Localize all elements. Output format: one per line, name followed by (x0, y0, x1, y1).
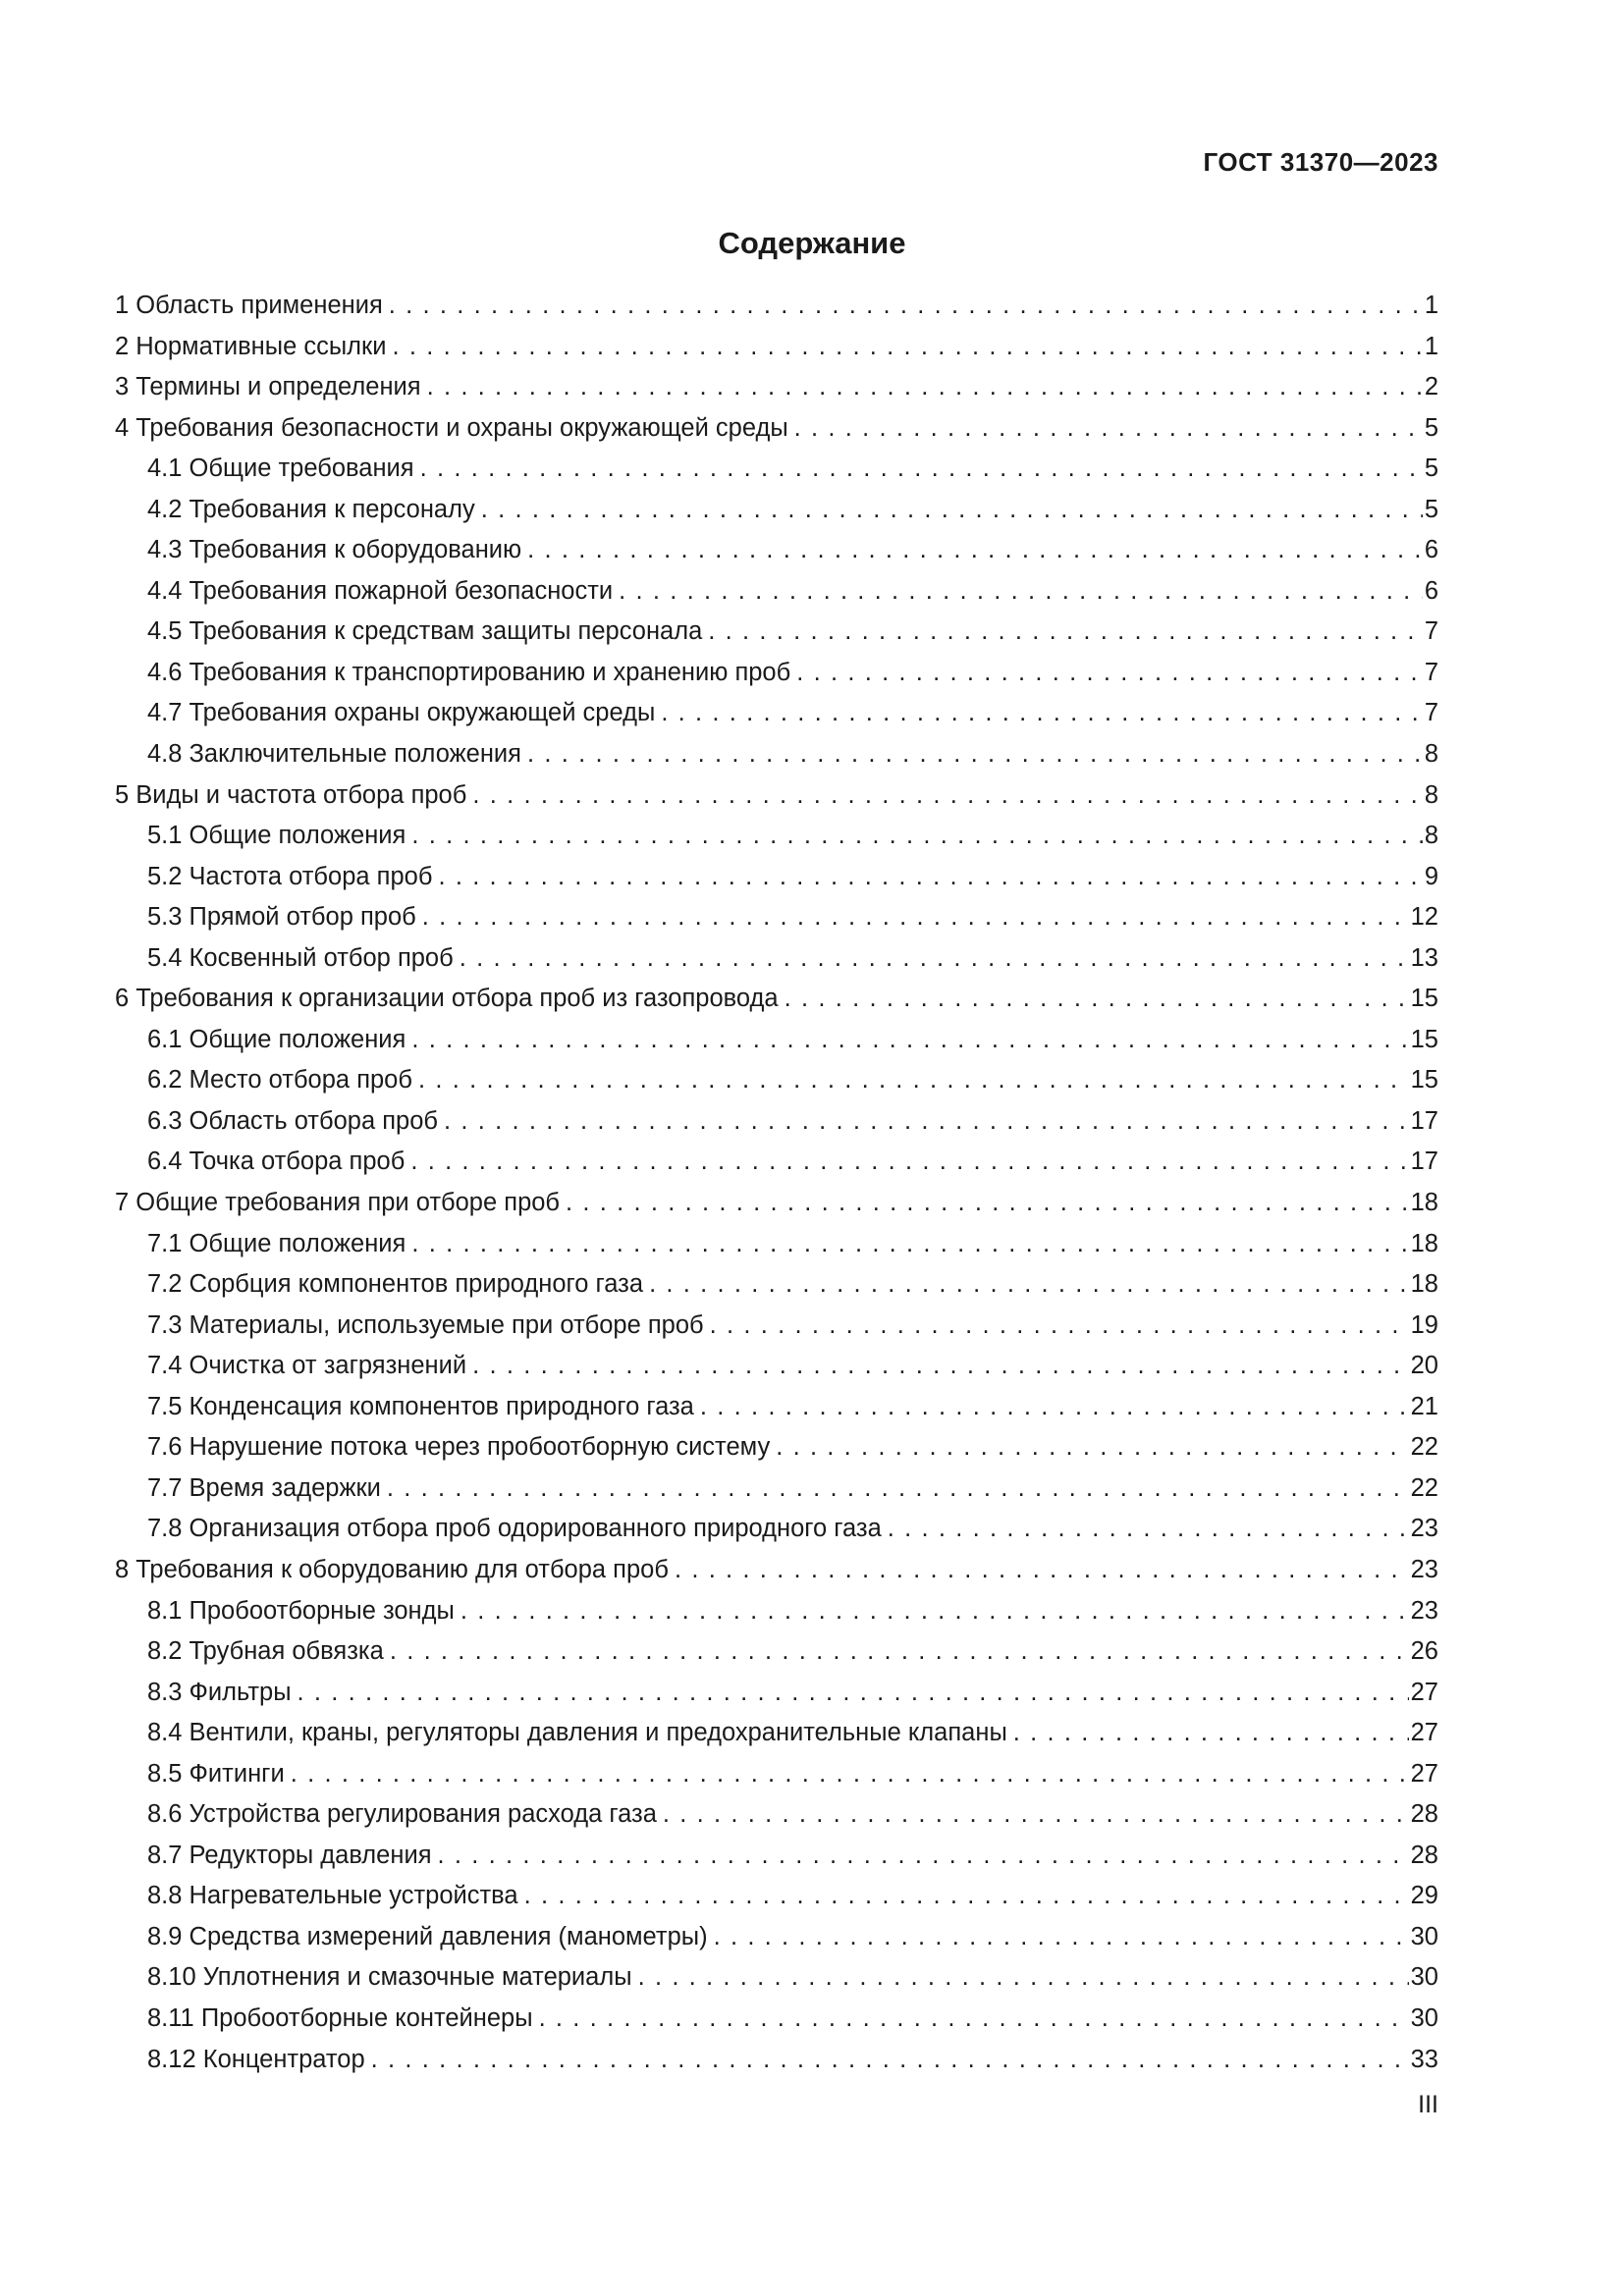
dot-leader (708, 612, 1423, 653)
toc-entry-page: 2 (1424, 373, 1438, 401)
toc-entry[interactable] (115, 1306, 1438, 1347)
toc-entry-title: 6.3 Область отбора проб (147, 1106, 439, 1135)
toc-entry-title: 8.1 Пробоотборные зонды (147, 1596, 455, 1625)
dot-leader (663, 1794, 1409, 1836)
toc-entry-title: 4.2 Требования к персоналу (147, 495, 475, 523)
toc-entry[interactable] (115, 653, 1438, 694)
toc-entry[interactable] (115, 897, 1438, 938)
dot-leader (566, 1183, 1409, 1224)
toc-entry-page: 18 (1410, 1189, 1438, 1217)
toc-entry-page: 23 (1410, 1555, 1438, 1583)
toc-entry-title: 8.6 Устройства регулирования расхода газа (147, 1800, 657, 1829)
toc-entry[interactable] (115, 1264, 1438, 1306)
toc-entry-title: 7.7 Время задержки (147, 1473, 381, 1502)
toc-entry-title: 4.5 Требования к средствам защиты персонала (147, 617, 703, 646)
toc-entry-page: 7 (1424, 658, 1438, 686)
toc-entry-page: 22 (1410, 1433, 1438, 1462)
toc-entry-page: 5 (1424, 413, 1438, 442)
toc-entry[interactable] (115, 327, 1438, 368)
toc-entry[interactable] (115, 1101, 1438, 1143)
toc-entry-title: 8.4 Вентили, краны, регуляторы давления и предохранительные клапаны (147, 1719, 1007, 1747)
toc-entry[interactable] (115, 775, 1438, 817)
toc-entry[interactable] (115, 1142, 1438, 1183)
toc-entry-page: 8 (1424, 822, 1438, 850)
toc-entry[interactable] (115, 530, 1438, 571)
toc-entry[interactable] (115, 1794, 1438, 1836)
dot-leader (460, 938, 1409, 980)
toc-entry-title: 8.5 Фитинги (147, 1759, 285, 1788)
toc-entry-title: 4.3 Требования к оборудованию (147, 536, 522, 564)
dot-leader (794, 408, 1423, 450)
dot-leader (438, 1836, 1409, 1877)
toc-entry-title: 6.4 Точка отбора проб (147, 1148, 406, 1176)
toc-entry-page: 5 (1424, 495, 1438, 523)
toc-entry[interactable] (115, 1060, 1438, 1101)
dot-leader (371, 2040, 1409, 2081)
dot-leader (422, 897, 1409, 938)
toc-entry[interactable] (115, 857, 1438, 898)
toc-entry-title: 7.4 Очистка от загрязнений (147, 1352, 467, 1380)
toc-entry[interactable] (115, 1020, 1438, 1061)
dot-leader (619, 571, 1423, 613)
toc-entry-page: 30 (1410, 1963, 1438, 1992)
toc-entry-title: 1 Область применения (115, 292, 383, 319)
toc-entry-page: 19 (1410, 1310, 1438, 1339)
toc-entry[interactable] (115, 571, 1438, 613)
toc-entry-page: 18 (1410, 1229, 1438, 1257)
toc-entry[interactable] (115, 1631, 1438, 1673)
toc-entry-page: 29 (1410, 1882, 1438, 1910)
toc-entry-title: 5.1 Общие положения (147, 822, 406, 850)
toc-entry[interactable] (115, 286, 1438, 327)
dot-leader (776, 1427, 1408, 1468)
toc-entry-page: 17 (1410, 1106, 1438, 1135)
toc-entry-page: 15 (1410, 985, 1438, 1013)
toc-entry-title: 7 Общие требования при отборе проб (115, 1189, 561, 1217)
dot-leader (411, 1224, 1408, 1265)
toc-entry-page: 13 (1410, 943, 1438, 972)
toc-entry-title: 4.6 Требования к транспортированию и хранению проб (147, 658, 791, 686)
toc-entry-title: 6.2 Место отбора проб (147, 1066, 412, 1095)
dot-leader (472, 775, 1422, 817)
toc-entry-page: 1 (1424, 292, 1438, 319)
dot-leader (392, 327, 1422, 368)
toc-entry[interactable] (115, 1550, 1438, 1591)
toc-entry[interactable] (115, 1427, 1438, 1468)
toc-entry-title: 7.5 Конденсация компонентов природного газа (147, 1392, 694, 1420)
toc-entry-title: 8.2 Трубная обвязка (147, 1637, 384, 1666)
toc-entry-page: 33 (1410, 2045, 1438, 2073)
dot-leader (418, 1060, 1409, 1101)
toc-entry-title: 8.12 Концентратор (147, 2045, 365, 2073)
toc-entry-title: 8.3 Фильтры (147, 1678, 292, 1706)
toc-entry[interactable] (115, 1876, 1438, 1917)
toc-entry-title: 5.4 Косвенный отбор проб (147, 943, 454, 972)
toc-entry-page: 22 (1410, 1473, 1438, 1502)
dot-leader (539, 1999, 1409, 2040)
dot-leader (649, 1264, 1409, 1306)
toc-entry-page: 7 (1424, 617, 1438, 646)
toc-entry-title: 6 Требования к организации отбора проб из газопровода (115, 985, 779, 1013)
dot-leader (291, 1754, 1409, 1795)
toc-entry-page: 21 (1410, 1392, 1438, 1420)
toc-entry[interactable] (115, 693, 1438, 734)
dot-leader (1013, 1713, 1409, 1754)
dot-leader (527, 734, 1423, 775)
dot-leader (420, 449, 1423, 490)
toc-entry-page: 30 (1410, 2003, 1438, 2032)
dot-leader (796, 653, 1423, 694)
dot-leader (527, 530, 1423, 571)
toc-entry[interactable] (115, 1591, 1438, 1632)
toc-entry[interactable] (115, 1387, 1438, 1428)
dot-leader (390, 1631, 1409, 1673)
toc-entry[interactable] (115, 734, 1438, 775)
dot-leader (675, 1550, 1409, 1591)
dot-leader (714, 1917, 1409, 1958)
toc-entry-title: 7.1 Общие положения (147, 1229, 406, 1257)
toc-entry[interactable] (115, 979, 1438, 1020)
toc-entry[interactable] (115, 1509, 1438, 1550)
toc-entry[interactable] (115, 367, 1438, 408)
dot-leader (411, 1020, 1408, 1061)
toc-entry-title: 8.10 Уплотнения и смазочные материалы (147, 1963, 632, 1992)
toc-entry[interactable] (115, 490, 1438, 531)
dot-leader (481, 490, 1423, 531)
toc-entry-page: 26 (1410, 1637, 1438, 1666)
toc-entry-title: 5.2 Частота отбора проб (147, 862, 433, 890)
toc-entry-page: 9 (1424, 862, 1438, 890)
toc-entry[interactable] (115, 1957, 1438, 1999)
toc-entry[interactable] (115, 2040, 1438, 2081)
toc-entry-title: 4.7 Требования охраны окружающей среды (147, 699, 656, 727)
toc-entry-page: 6 (1424, 576, 1438, 605)
dot-leader (661, 693, 1423, 734)
toc-entry-page: 8 (1424, 780, 1438, 809)
toc-entry-title: 4.4 Требования пожарной безопасности (147, 576, 614, 605)
toc-entry-title: 5 Виды и частота отбора проб (115, 780, 467, 809)
toc-entry-page: 17 (1410, 1148, 1438, 1176)
dot-leader (700, 1387, 1409, 1428)
toc-entry-title: 4.1 Общие требования (147, 454, 414, 483)
dot-leader (472, 1346, 1409, 1387)
toc-entry-title: 7.6 Нарушение потока через пробоотборную систему (147, 1433, 771, 1462)
toc-entry-page: 27 (1410, 1759, 1438, 1788)
dot-leader (785, 979, 1409, 1020)
toc-entry-page: 28 (1410, 1800, 1438, 1829)
toc-entry[interactable] (115, 938, 1438, 980)
toc-entry-title: 3 Термины и определения (115, 373, 421, 401)
dot-leader (444, 1101, 1409, 1143)
toc-entry-page: 7 (1424, 699, 1438, 727)
toc-entry-title: 4.8 Заключительные положения (147, 740, 521, 769)
toc-entry-page: 27 (1410, 1719, 1438, 1747)
dot-leader (460, 1591, 1409, 1632)
toc-entry-title: 8.8 Нагревательные устройства (147, 1882, 518, 1910)
document-code: ГОСТ 31370—2023 (1203, 147, 1438, 177)
toc-entry[interactable] (115, 612, 1438, 653)
toc-entry-page: 1 (1424, 332, 1438, 360)
toc-entry-page: 28 (1410, 1841, 1438, 1869)
toc-entry-page: 6 (1424, 536, 1438, 564)
toc-entry-page: 12 (1410, 903, 1438, 932)
toc-entry-page: 8 (1424, 740, 1438, 769)
toc-entry-page: 5 (1424, 454, 1438, 483)
toc-entry-page: 23 (1410, 1515, 1438, 1543)
toc-entry-page: 23 (1410, 1596, 1438, 1625)
dot-leader (411, 816, 1422, 857)
toc-entry-title: 6.1 Общие положения (147, 1025, 406, 1053)
dot-leader (427, 367, 1423, 408)
dot-leader (389, 286, 1423, 327)
table-of-contents (115, 286, 1438, 2080)
dot-leader (410, 1142, 1408, 1183)
toc-entry-title: 8.11 Пробоотборные контейнеры (147, 2003, 533, 2032)
toc-entry[interactable] (115, 1754, 1438, 1795)
toc-entry[interactable] (115, 1673, 1438, 1714)
toc-entry[interactable] (115, 1346, 1438, 1387)
toc-entry[interactable] (115, 1836, 1438, 1877)
toc-entry[interactable] (115, 449, 1438, 490)
dot-leader (298, 1673, 1409, 1714)
toc-entry-title: 7.2 Сорбция компонентов природного газа (147, 1270, 644, 1299)
toc-entry[interactable] (115, 408, 1438, 450)
dot-leader (638, 1957, 1409, 1999)
toc-entry-title: 8.7 Редукторы давления (147, 1841, 432, 1869)
toc-entry-title: 5.3 Прямой отбор проб (147, 903, 416, 932)
toc-entry-page: 27 (1410, 1678, 1438, 1706)
toc-entry-page: 15 (1410, 1025, 1438, 1053)
page-number: III (1418, 2091, 1438, 2118)
toc-entry[interactable] (115, 1224, 1438, 1265)
dot-leader (387, 1468, 1409, 1510)
toc-entry[interactable] (115, 1917, 1438, 1958)
dot-leader (888, 1509, 1409, 1550)
toc-entry-page: 18 (1410, 1270, 1438, 1299)
toc-entry[interactable] (115, 1999, 1438, 2040)
toc-entry-title: 8.9 Средства измерений давления (манометры) (147, 1922, 708, 1950)
toc-entry-page: 30 (1410, 1922, 1438, 1950)
toc-entry-title: 2 Нормативные ссылки (115, 332, 387, 360)
dot-leader (524, 1876, 1409, 1917)
toc-entry-page: 20 (1410, 1352, 1438, 1380)
toc-title: Содержание (718, 226, 906, 260)
toc-entry[interactable] (115, 816, 1438, 857)
toc-entry-title: 7.3 Материалы, используемые при отборе проб (147, 1310, 704, 1339)
dot-leader (710, 1306, 1409, 1347)
toc-entry-title: 4 Требования безопасности и охраны окружающей среды (115, 413, 788, 442)
toc-entry[interactable] (115, 1183, 1438, 1224)
toc-entry[interactable] (115, 1713, 1438, 1754)
toc-entry-title: 8 Требования к оборудованию для отбора проб (115, 1555, 669, 1583)
toc-entry[interactable] (115, 1468, 1438, 1510)
dot-leader (438, 857, 1422, 898)
toc-entry-page: 15 (1410, 1066, 1438, 1095)
toc-entry-title: 7.8 Организация отбора проб одорированного природного газа (147, 1515, 882, 1543)
